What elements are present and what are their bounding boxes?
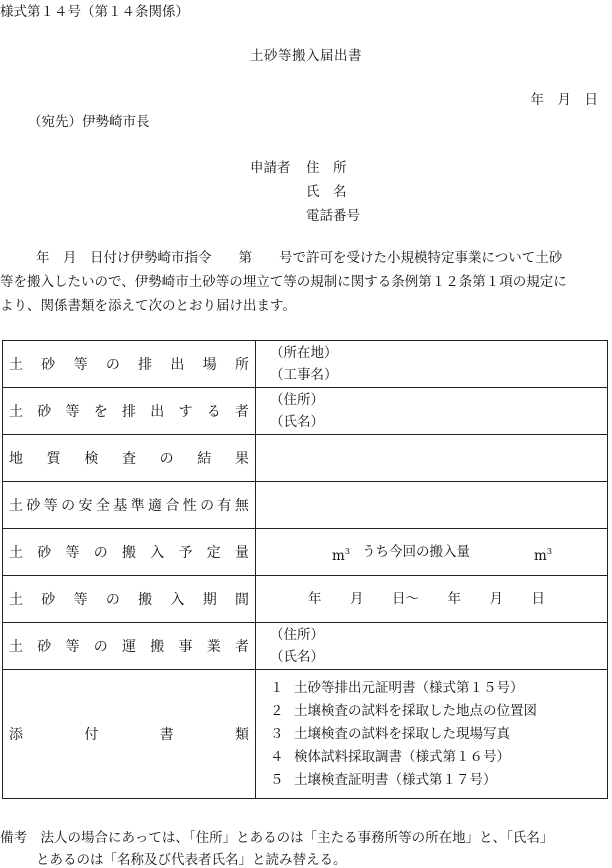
value-prefix: （住所）	[270, 392, 324, 408]
label-char: 者	[235, 404, 249, 420]
label-char: 性	[182, 498, 197, 514]
label-char: 等	[43, 498, 58, 514]
table-row	[3, 623, 608, 670]
label-attachments	[3, 670, 256, 799]
label-char: 搬	[138, 592, 153, 608]
label-char: 定	[206, 545, 221, 561]
label-safety-standard	[3, 482, 256, 529]
unit-m3: $m^3$	[534, 547, 552, 564]
label-char: 全	[95, 498, 110, 514]
label-char: 土	[9, 357, 23, 373]
label-period	[3, 576, 256, 623]
planned-quantity-field[interactable]	[256, 529, 608, 576]
label-char: 質	[46, 451, 61, 467]
attachment-text: 土壌検査の試料を採取した地点の位置図	[294, 702, 537, 719]
remark-line-2: とあるのは「名称及び代表者氏名」と読み替える。	[36, 852, 347, 868]
label-char: 無	[234, 498, 249, 514]
attachments-list	[270, 677, 607, 792]
document-title: 土砂等搬入届出書	[250, 48, 362, 64]
label-char: 砂	[26, 498, 41, 514]
label-char: 土	[9, 592, 23, 608]
label-char: 予	[178, 545, 193, 561]
label-char: す	[178, 404, 193, 420]
applicant-name-label: 氏 名	[306, 184, 347, 200]
addressee: （宛先）伊勢崎市長	[28, 114, 150, 130]
label-char: 事	[178, 639, 193, 655]
label-char: 排	[122, 404, 136, 420]
applicant-label: 申請者	[250, 160, 291, 176]
quantity-middle-text: うち今回の搬入量	[362, 544, 470, 560]
label-char: 土	[9, 498, 23, 514]
label-char: 砂	[37, 404, 52, 420]
label-char: 等	[73, 592, 88, 608]
label-char: 等	[65, 545, 80, 561]
label-char: 土	[9, 545, 23, 561]
label-char: 果	[234, 451, 249, 467]
body-line-1: 年 月 日付け伊勢崎市指令 第 号で許可を受けた小規模特定事業について土砂	[36, 250, 563, 266]
label-char: の	[105, 357, 120, 373]
label-char: 添	[9, 727, 23, 743]
label-char: 出	[150, 404, 165, 420]
body-line-2: 等を搬入したいので、伊勢崎市土砂等の埋立て等の規制に関する条例第１２条第１項の規定に	[0, 274, 567, 290]
label-char: 地	[9, 451, 23, 467]
applicant-phone-label: 電話番号	[306, 208, 360, 224]
date-field: 年 月 日	[530, 92, 598, 108]
attachment-number: １	[270, 679, 284, 696]
label-char: 砂	[41, 357, 56, 373]
table-row	[3, 435, 608, 482]
label-char: 運	[122, 639, 136, 655]
value-prefix: （所在地）	[270, 345, 338, 361]
attachment-text: 検体試料採取調書（様式第１６号）	[294, 748, 510, 765]
label-char: 査	[121, 451, 136, 467]
period-day: 日	[531, 591, 545, 607]
label-char: を	[93, 404, 108, 420]
period-month: 月	[489, 591, 503, 607]
transporter-field[interactable]	[256, 623, 608, 670]
label-char: る	[206, 404, 221, 420]
label-char: の	[200, 498, 215, 514]
form-table	[2, 340, 608, 799]
label-char: 適	[148, 498, 162, 514]
label-char: 搬	[122, 545, 136, 561]
label-char: 排	[138, 357, 153, 373]
discharger-field[interactable]	[256, 388, 608, 435]
list-item	[270, 769, 607, 792]
label-char: 所	[234, 357, 249, 373]
label-char: 者	[235, 639, 249, 655]
label-geology-result	[3, 435, 256, 482]
label-char: 出	[170, 357, 185, 373]
label-char: 合	[165, 498, 180, 514]
table-row	[3, 670, 608, 799]
label-char: 入	[170, 592, 185, 608]
label-char: 量	[235, 545, 249, 561]
attachment-number: ４	[270, 748, 284, 765]
period-month: 月	[350, 591, 364, 607]
label-char: 等	[65, 639, 80, 655]
attachment-text: 土壌検査の試料を採取した現場写真	[294, 725, 510, 742]
attachments-list-cell	[256, 670, 608, 799]
label-char: 入	[150, 545, 165, 561]
label-char: 書	[159, 727, 174, 743]
attachment-text: 土砂等排出元証明書（様式第１５号）	[294, 679, 524, 696]
label-char: 砂	[37, 545, 52, 561]
body-paragraph	[0, 246, 612, 318]
label-char: 土	[9, 639, 23, 655]
form-number: 様式第１４号（第１４条関係）	[0, 4, 189, 20]
period-year: 年	[447, 591, 461, 607]
label-char: 等	[73, 357, 88, 373]
label-char: の	[105, 592, 120, 608]
remark-line-1: 備考 法人の場合にあっては、「住所」とあるのは「主たる事務所等の所在地」と、「氏名」	[0, 830, 554, 846]
table-row	[3, 576, 608, 623]
label-char: 土	[9, 404, 23, 420]
period-field[interactable]	[256, 576, 608, 623]
list-item	[270, 700, 607, 723]
label-char: 結	[197, 451, 212, 467]
attachment-number: ２	[270, 702, 284, 719]
label-char: の	[159, 451, 174, 467]
value-prefix: （工事名）	[270, 367, 338, 383]
label-char: の	[93, 639, 108, 655]
discharge-location-field[interactable]	[256, 341, 608, 388]
table-row	[3, 482, 608, 529]
unit-m3: $m^3$	[332, 547, 350, 564]
label-char: の	[61, 498, 76, 514]
applicant-address-label: 住 所	[306, 160, 347, 176]
attachment-number: ５	[270, 771, 284, 788]
label-char: 類	[234, 727, 249, 743]
label-char: 基	[113, 498, 128, 514]
value-prefix: （住所）	[270, 627, 324, 643]
attachment-number: ３	[270, 725, 284, 742]
label-char: 有	[217, 498, 232, 514]
attachment-text: 土壌検査証明書（様式第１７号）	[294, 771, 497, 788]
label-char: 間	[234, 592, 249, 608]
list-item	[270, 677, 607, 700]
value-prefix: （氏名）	[270, 649, 324, 665]
label-char: 搬	[150, 639, 165, 655]
label-char: 業	[206, 639, 221, 655]
label-char: の	[93, 545, 108, 561]
label-char: 検	[84, 451, 99, 467]
table-row	[3, 341, 608, 388]
table-row	[3, 388, 608, 435]
geology-result-field[interactable]	[256, 435, 608, 482]
label-char: 期	[202, 592, 217, 608]
period-day-from: 日～	[392, 591, 419, 607]
label-char: 場	[202, 357, 217, 373]
list-item	[270, 723, 607, 746]
period-year: 年	[308, 591, 322, 607]
list-item	[270, 746, 607, 769]
label-char: 安	[78, 498, 93, 514]
label-char: 等	[65, 404, 80, 420]
body-line-3: より、関係書類を添えて次のとおり届け出ます。	[0, 298, 296, 314]
safety-standard-field[interactable]	[256, 482, 608, 529]
label-char: 砂	[37, 639, 52, 655]
label-discharger	[3, 388, 256, 435]
label-transporter	[3, 623, 256, 670]
value-prefix: （氏名）	[270, 414, 324, 430]
table-row	[3, 529, 608, 576]
label-char: 砂	[41, 592, 56, 608]
label-char: 準	[130, 498, 145, 514]
label-char: 付	[84, 727, 99, 743]
label-planned-quantity	[3, 529, 256, 576]
label-discharge-location	[3, 341, 256, 388]
